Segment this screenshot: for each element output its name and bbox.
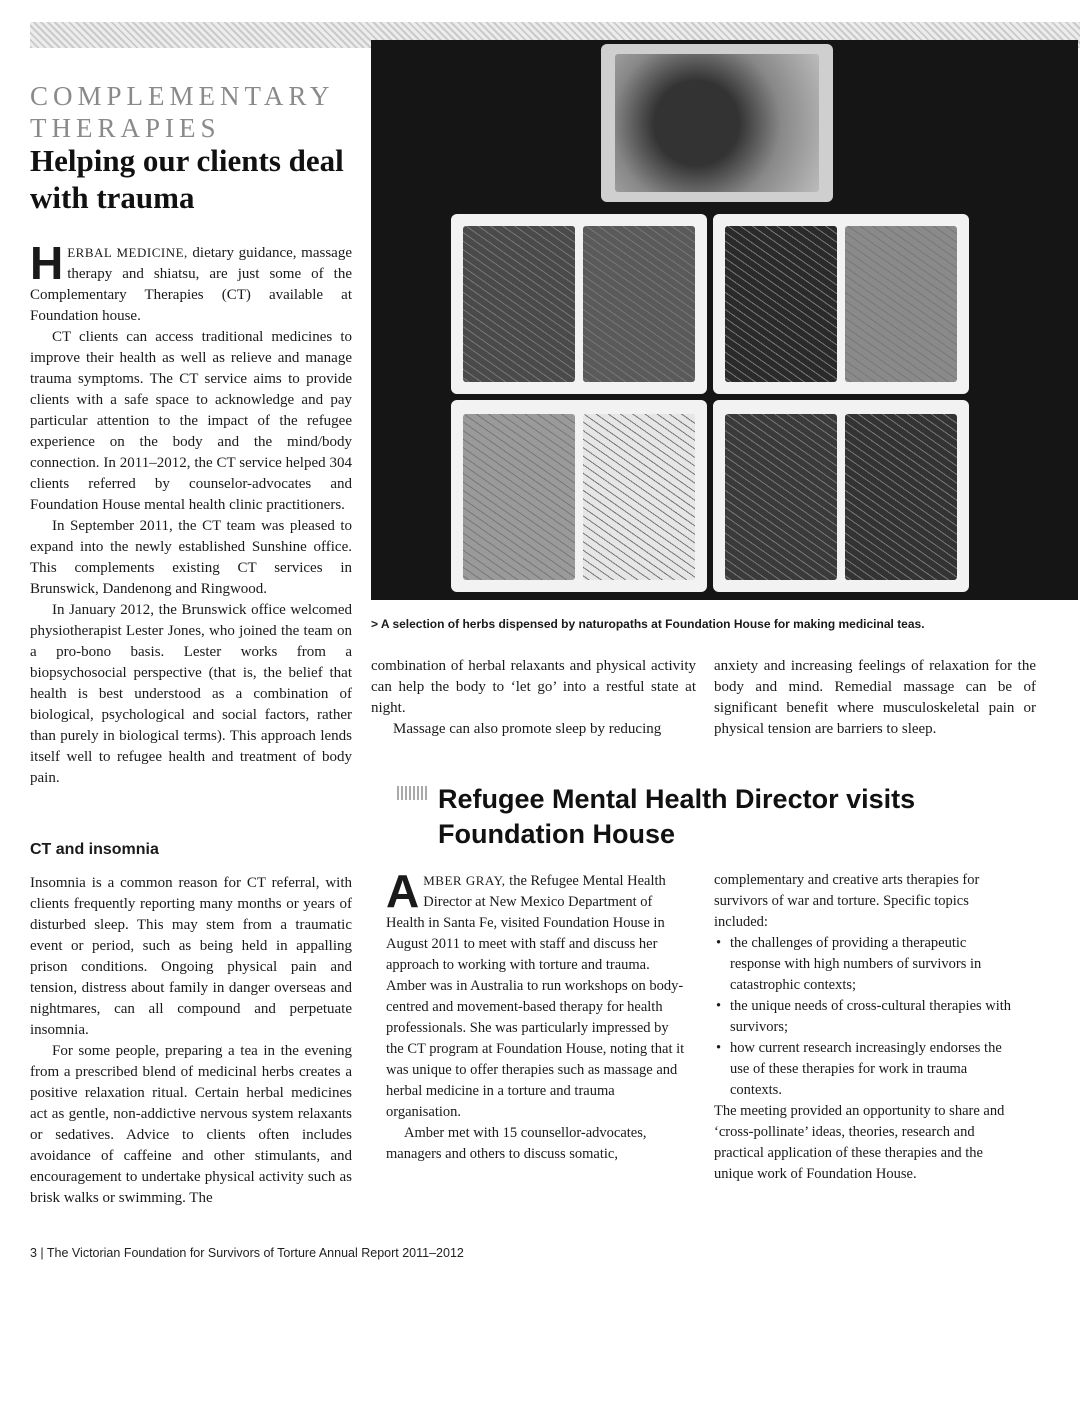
article1-paragraph: Massage can also promote sleep by reducing (393, 721, 662, 737)
drop-cap: A (386, 865, 420, 917)
article2-paragraph: Amber met with 15 counsellor-advocates, managers and others to discuss somatic, (386, 1125, 647, 1162)
herb-cell (845, 226, 957, 382)
article1-column-mid (371, 656, 696, 740)
paragraph-text: the Refugee Mental Health Director at New Mexico Department of Health in Santa Fe, visited Foundation House in August 2011 to meet with staff and discuss her approach to working with torture and trauma. Amber was in Australia to run workshops on body-centred and movement-based therapy for health professionals. She was particularly impressed by the CT program at Foundation House, noting that it was unique to offer therapies such as massage and herbal medicine in a torture and trauma organisation. (386, 873, 685, 1120)
article1-column-left-lower (30, 873, 352, 1209)
photo-caption: > A selection of herbs dispensed by naturopaths at Foundation House for making medicinal teas. (371, 617, 925, 631)
page-footer: 3 | The Victorian Foundation for Survivors of Torture Annual Report 2011–2012 (30, 1246, 464, 1260)
article1-paragraph: Insomnia is a common reason for CT referral, with clients frequently reporting many months or years of disturbed sleep. This may stem from a traumatic event or period, such as being held in appalling prison conditions. Ongoing physical pain and tension, distress about family in danger overseas and nightmares, can all compound and perpetuate insomnia. (30, 875, 352, 1038)
subhead-insomnia: CT and insomnia (30, 841, 159, 858)
list-item: • the challenges of providing a therapeutic response with high numbers of survivors in catastrophic contexts; (730, 933, 1014, 996)
topics-list (714, 933, 1014, 1101)
article2-column-left (386, 865, 686, 1165)
paragraph-text: dietary guidance, massage therapy and shiatsu, are just some of the Complementary Therapies (CT) available at Foundation house. (30, 245, 352, 324)
article1-paragraph: anxiety and increasing feelings of relaxation for the body and mind. Remedial massage can be of significant benefit where musculoskeletal pain or physical tension are barriers to sleep. (714, 658, 1036, 737)
article1-paragraph: For some people, preparing a tea in the evening from a prescribed blend of medicinal herbs creates a positive relaxation ritual. Certain herbal medicines act as gentle, non-addictive nervous system relaxants or sedatives. Advice to clients often includes avoidance of caffeine and other stimulants, and encouragement to undertake physical activity such as brisk walks or swimming. The (30, 1043, 352, 1206)
lead-in: ERBAL MEDICINE, (67, 245, 188, 260)
list-item: • the unique needs of cross-cultural therapies with survivors; (730, 996, 1014, 1038)
herb-cell (583, 414, 695, 580)
article1-paragraph: combination of herbal relaxants and physical activity can help the body to ‘let go’ into a restful state at night. (371, 658, 696, 716)
herb-cell (725, 414, 837, 580)
drop-cap: H (30, 237, 64, 289)
herb-cell (615, 54, 819, 192)
article1-column-right (714, 656, 1036, 740)
herbs-photo (371, 40, 1078, 600)
page-number: 3 (30, 1246, 37, 1260)
ornament-icon (397, 786, 427, 800)
article1-column-left (30, 237, 352, 789)
list-item: • how current research increasingly endorses the use of these therapies for work in trauma contexts. (730, 1038, 1014, 1101)
article1-paragraph: CT clients can access traditional medicines to improve their health as well as relieve and manage trauma symptoms. The CT service aims to provide clients with a safe space to acknowledge and pay particular attention to the impact of the refugee experience on the body and the mind/body connection. In 2011–2012, the CT service helped 304 clients referred by counselor-advocates and Foundation House mental health clinic practitioners. (30, 329, 352, 513)
top-herb-tray (601, 44, 833, 202)
herb-cell (725, 226, 837, 382)
article2-paragraph: The meeting provided an opportunity to share and ‘cross-pollinate’ ideas, theories, research and practical application of these therapies and the unique work of Foundation House. (714, 1103, 1005, 1182)
herb-cell (463, 226, 575, 382)
article1-paragraph: In September 2011, the CT team was pleased to expand into the newly established Sunshine office. This complements existing CT services in Brunswick, Dandenong and Ringwood. (30, 518, 352, 597)
herb-cell (583, 226, 695, 382)
article2-paragraph: complementary and creative arts therapies for survivors of war and torture. Specific topics included: (714, 872, 980, 930)
footer-text: The Victorian Foundation for Survivors of Torture Annual Report 2011–2012 (46, 1246, 464, 1260)
article2-paragraph (386, 865, 686, 1123)
herb-cell (463, 414, 575, 580)
article2-column-right (714, 870, 1014, 1185)
article1-paragraph (30, 237, 352, 327)
article2-title: Refugee Mental Health Director visits Foundation House (438, 784, 916, 849)
section-kicker: COMPLEMENTARY THERAPIES (30, 81, 334, 143)
page-headline: Helping our clients deal with trauma (30, 143, 344, 215)
herb-cell (845, 414, 957, 580)
article1-paragraph: In January 2012, the Brunswick office welcomed physiotherapist Lester Jones, who joined the team on a pro-bono basis. Lester works from a biopsychosocial perspective (that is, the belief that health is best understood as a combination of biological, psychological and social factors, rather than purely in biological terms). This approach lends itself well to refugee health and treatment of body pain. (30, 602, 352, 786)
lead-in: MBER GRAY, (423, 873, 506, 888)
